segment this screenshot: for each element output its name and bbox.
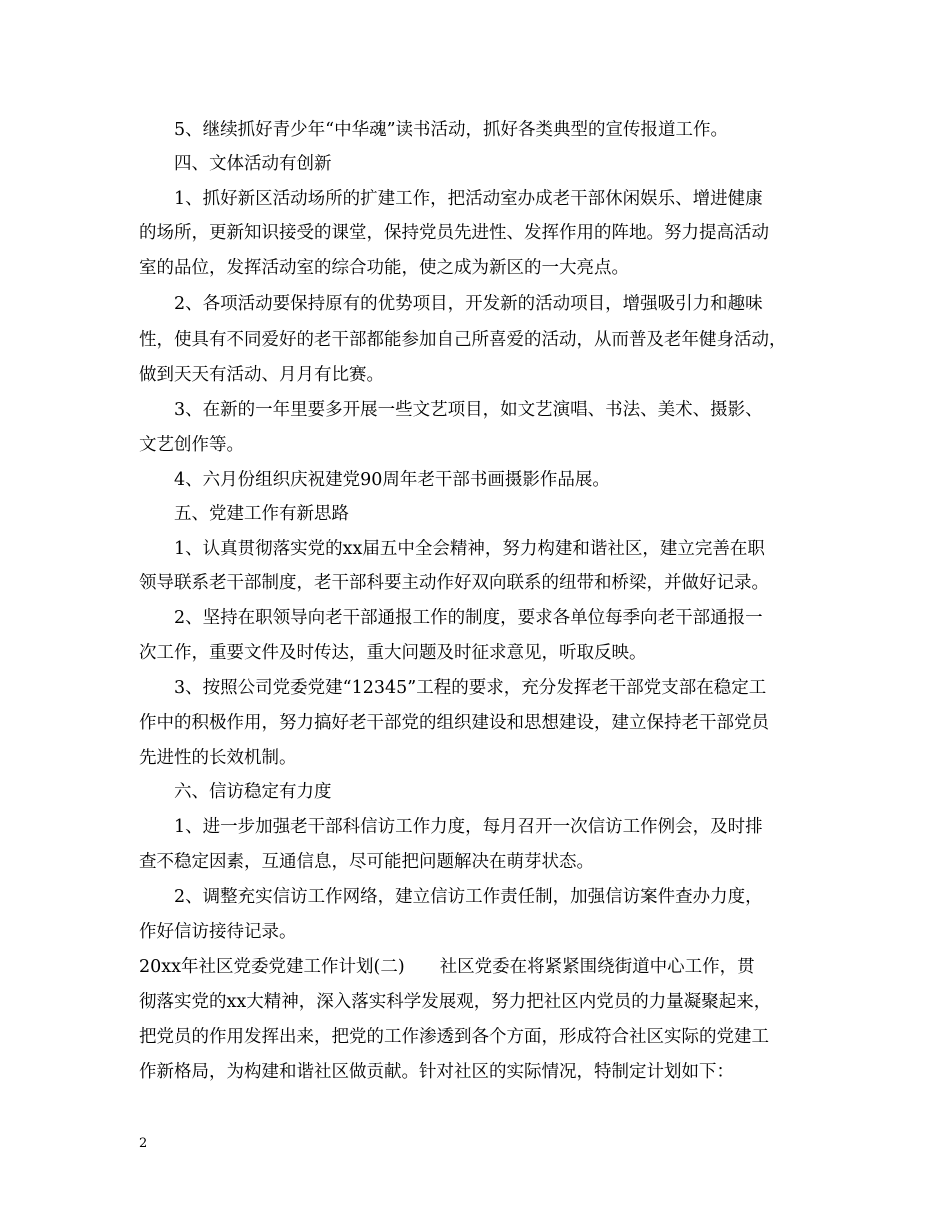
paragraph-line: 2、各项活动要保持原有的优势项目，开发新的活动项目，增强吸引力和趣味 <box>174 294 763 314</box>
paragraph-line: 1、认真贯彻落实党的xx届五中全会精神，努力构建和谐社区，建立完善在职 <box>174 539 765 559</box>
paragraph-line: 作中的积极作用，努力搞好老干部党的组织建设和思想建设，建立保持老干部党员 <box>139 713 769 733</box>
paragraph-line: 3、按照公司党委党建“12345”工程的要求，充分发挥老干部党支部在稳定工 <box>174 678 767 698</box>
paragraph-line: 4、六月份组织庆祝建党90周年老干部书画摄影作品展。 <box>174 470 610 490</box>
paragraph-line: 3、在新的一年里要多开展一些文艺项目，如文艺演唱、书法、美术、摄影、 <box>174 400 763 420</box>
paragraph-line: 2、调整充实信访工作网络，建立信访工作责任制，加强信访案件查办力度， <box>174 887 763 907</box>
paragraph-line: 室的品位，发挥活动室的综合功能，使之成为新区的一大亮点。 <box>139 258 629 278</box>
section-heading: 五、党建工作有新思路 <box>174 504 349 524</box>
paragraph-line: 做到天天有活动、月月有比赛。 <box>139 365 384 385</box>
paragraph-line: 20xx年社区党委党建工作计划(二) 社区党委在将紧紧围绕街道中心工作，贯 <box>139 957 755 977</box>
paragraph-line: 查不稳定因素，互通信息，尽可能把问题解决在萌芽状态。 <box>139 852 594 872</box>
paragraph-line: 性，使具有不同爱好的老干部都能参加自己所喜爱的活动，从而普及老年健身活动， <box>139 330 787 350</box>
paragraph-line: 领导联系老干部制度，老干部科要主动作好双向联系的纽带和桥梁，并做好记录。 <box>139 573 769 593</box>
paragraph-line: 5、继续抓好青少年“中华魂”读书活动，抓好各类典型的宣传报道工作。 <box>174 120 729 140</box>
paragraph-line: 1、进一步加强老干部科信访工作力度，每月召开一次信访工作例会，及时排 <box>174 817 763 837</box>
paragraph-line: 的场所，更新知识接受的课堂，保持党员先进性、发挥作用的阵地。努力提高活动 <box>139 223 769 243</box>
paragraph-line: 把党员的作用发挥出来，把党的工作渗透到各个方面，形成符合社区实际的党建工 <box>139 1027 769 1047</box>
paragraph-line: 文艺创作等。 <box>139 435 244 455</box>
paragraph-line: 作新格局，为构建和谐社区做贡献。针对社区的实际情况，特制定计划如下： <box>139 1062 734 1082</box>
page-number: 2 <box>139 1136 148 1151</box>
paragraph-line: 彻落实党的xx大精神，深入落实科学发展观，努力把社区内党员的力量凝聚起来， <box>139 992 772 1012</box>
paragraph-line: 先进性的长效机制。 <box>139 748 297 768</box>
paragraph-line: 次工作，重要文件及时传达，重大问题及时征求意见，听取反映。 <box>139 643 647 663</box>
paragraph-line: 作好信访接待记录。 <box>139 922 297 942</box>
section-heading: 六、信访稳定有力度 <box>174 782 332 802</box>
paragraph-line: 2、坚持在职领导向老干部通报工作的制度，要求各单位每季向老干部通报一 <box>174 608 763 628</box>
section-heading: 四、文体活动有创新 <box>174 154 332 174</box>
paragraph-line: 1、抓好新区活动场所的扩建工作，把活动室办成老干部休闲娱乐、增进健康 <box>174 189 763 209</box>
